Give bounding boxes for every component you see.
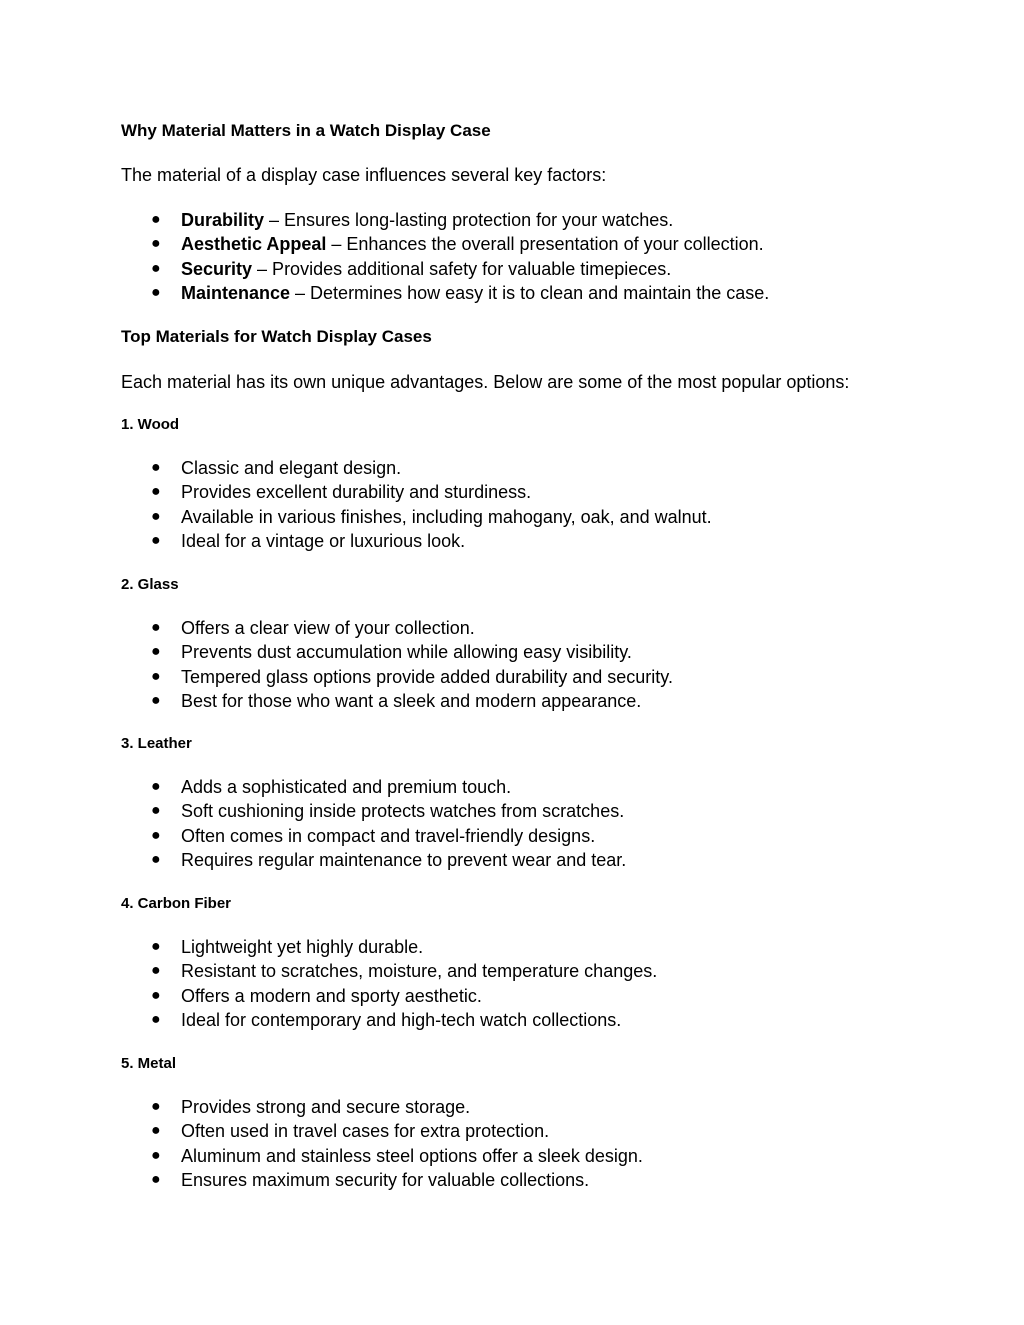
point-text: Adds a sophisticated and premium touch. xyxy=(181,777,512,797)
list-item xyxy=(121,1119,643,1143)
list-item xyxy=(121,1144,643,1168)
point-text: Provides strong and secure storage. xyxy=(181,1097,471,1117)
bullet-icon: ● xyxy=(151,667,161,685)
bullet-icon: ● xyxy=(151,986,161,1004)
list-item xyxy=(121,232,769,256)
bullet-icon: ● xyxy=(151,643,161,661)
list-item xyxy=(121,480,712,504)
factor-term: Aesthetic Appeal xyxy=(181,234,327,255)
wood-points-list xyxy=(121,456,712,554)
leather-points-list xyxy=(121,775,626,873)
material-heading-carbon-fiber: 4. Carbon Fiber xyxy=(121,895,232,912)
bullet-icon: ● xyxy=(151,851,161,869)
point-text: Resistant to scratches, moisture, and temperature changes. xyxy=(181,961,658,982)
point-text: Best for those who want a sleek and modern appearance. xyxy=(181,691,642,712)
factor-desc: – Ensures long-lasting protection for your watches. xyxy=(264,210,674,230)
factor-desc: – Determines how easy it is to clean and maintain the case. xyxy=(290,283,770,304)
factor-desc: – Provides additional safety for valuable timepieces. xyxy=(252,258,672,279)
bullet-icon: ● xyxy=(151,1171,161,1189)
list-item xyxy=(121,640,673,664)
point-text: Often comes in compact and travel-friendly designs. xyxy=(181,825,596,846)
bullet-icon: ● xyxy=(151,778,161,795)
list-item xyxy=(121,984,657,1008)
point-text: Available in various finishes, including mahogany, oak, and walnut. xyxy=(181,506,712,527)
bullet-icon: ● xyxy=(151,235,161,253)
list-item xyxy=(121,848,626,872)
list-item xyxy=(121,799,626,823)
factor-term: Durability xyxy=(181,210,265,230)
bullet-icon: ● xyxy=(151,211,161,228)
point-text: Soft cushioning inside protects watches from scratches. xyxy=(181,801,625,822)
point-text: Prevents dust accumulation while allowing easy visibility. xyxy=(181,642,632,663)
point-text: Ideal for contemporary and high-tech watch collections. xyxy=(181,1010,622,1031)
bullet-icon: ● xyxy=(151,259,161,277)
materials-intro-paragraph: Each material has its own unique advantages. Below are some of the most popular options: xyxy=(121,372,850,392)
point-text: Offers a modern and sporty aesthetic. xyxy=(181,985,482,1006)
point-text: Ideal for a vintage or luxurious look. xyxy=(181,531,466,552)
section-heading-top-materials: Top Materials for Watch Display Cases xyxy=(121,327,432,346)
point-text: Often used in travel cases for extra protection. xyxy=(181,1121,550,1142)
intro-paragraph: The material of a display case influences several key factors: xyxy=(121,165,607,185)
carbon-fiber-points-list xyxy=(121,935,657,1033)
bullet-icon: ● xyxy=(151,692,161,710)
factor-desc: – Enhances the overall presentation of your collection. xyxy=(326,234,764,255)
list-item xyxy=(121,616,673,640)
bullet-icon: ● xyxy=(151,483,161,501)
bullet-icon: ● xyxy=(151,802,161,820)
list-item xyxy=(121,1168,643,1192)
bullet-icon: ● xyxy=(151,1122,161,1140)
bullet-icon: ● xyxy=(151,1146,161,1164)
point-text: Aluminum and stainless steel options offer a sleek design. xyxy=(181,1145,643,1166)
bullet-icon: ● xyxy=(151,1098,161,1115)
factor-term: Security xyxy=(181,258,253,279)
material-heading-leather: 3. Leather xyxy=(121,735,192,752)
list-item xyxy=(121,775,626,799)
material-heading-metal: 5. Metal xyxy=(121,1055,177,1072)
list-item xyxy=(121,208,769,232)
bullet-icon: ● xyxy=(151,532,161,550)
bullet-icon: ● xyxy=(151,826,161,844)
factor-term: Maintenance xyxy=(181,283,291,304)
material-heading-glass: 2. Glass xyxy=(121,576,179,593)
point-text: Provides excellent durability and sturdiness. xyxy=(181,482,532,503)
metal-points-list xyxy=(121,1095,643,1193)
list-item xyxy=(121,665,673,689)
list-item xyxy=(121,959,657,983)
point-text: Tempered glass options provide added durability and security. xyxy=(181,666,673,687)
list-item xyxy=(121,281,769,305)
bullet-icon: ● xyxy=(151,284,161,302)
bullet-icon: ● xyxy=(151,507,161,525)
list-item xyxy=(121,1095,643,1119)
bullet-icon: ● xyxy=(151,962,161,980)
list-item xyxy=(121,824,626,848)
point-text: Classic and elegant design. xyxy=(181,458,402,478)
bullet-icon: ● xyxy=(151,1011,161,1029)
glass-points-list xyxy=(121,616,673,714)
bullet-icon: ● xyxy=(151,619,161,636)
list-item xyxy=(121,1008,657,1032)
bullet-icon: ● xyxy=(151,938,161,955)
list-item xyxy=(121,689,673,713)
list-item xyxy=(121,257,769,281)
point-text: Requires regular maintenance to prevent wear and tear. xyxy=(181,850,627,871)
list-item xyxy=(121,935,657,959)
bullet-icon: ● xyxy=(151,459,161,476)
point-text: Offers a clear view of your collection. xyxy=(181,618,475,638)
list-item xyxy=(121,505,712,529)
point-text: Lightweight yet highly durable. xyxy=(181,937,424,957)
factors-list xyxy=(121,208,769,306)
list-item xyxy=(121,529,712,553)
point-text: Ensures maximum security for valuable collections. xyxy=(181,1170,590,1191)
section-heading-why-material: Why Material Matters in a Watch Display Case xyxy=(121,121,491,140)
list-item xyxy=(121,456,712,480)
material-heading-wood: 1. Wood xyxy=(121,416,180,433)
